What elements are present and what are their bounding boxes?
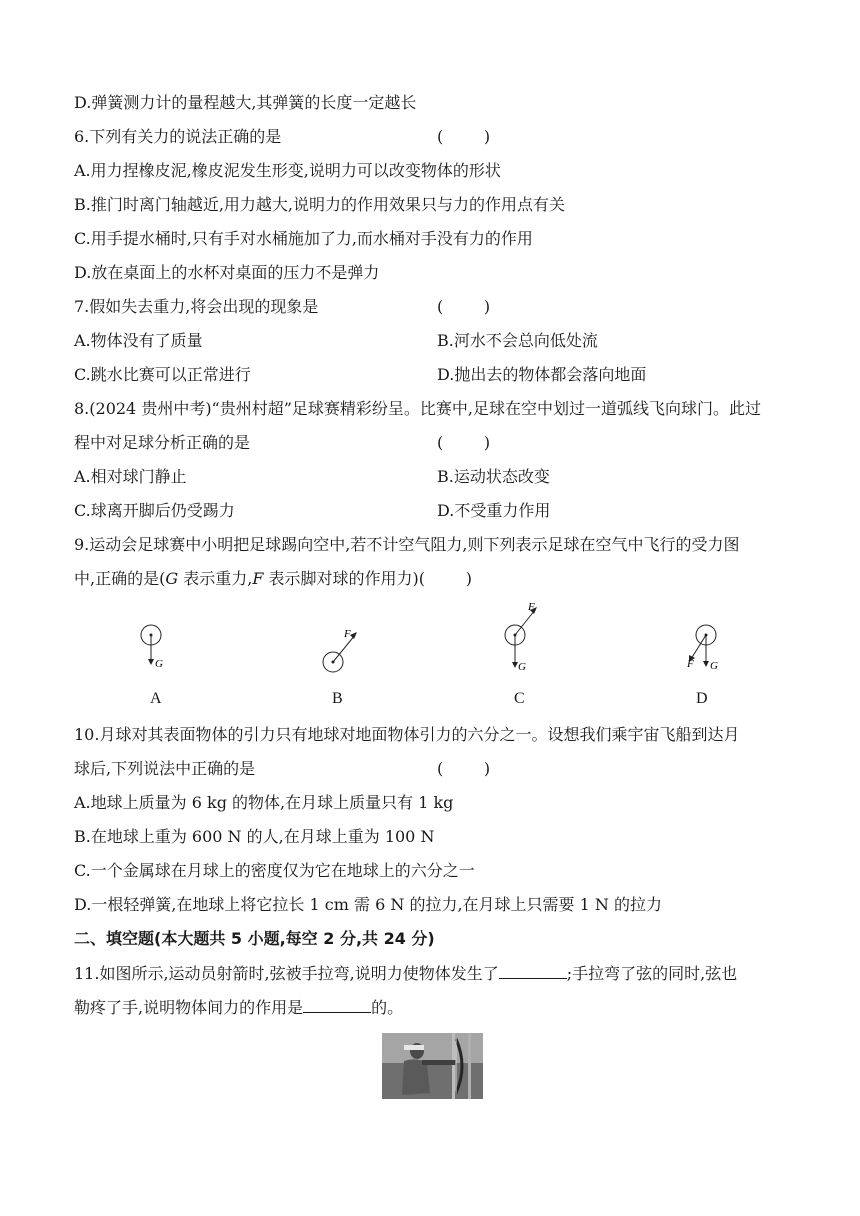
q11-text-4: 的。 xyxy=(371,998,404,1017)
q8-stem-line1: 8.(2024 贵州中考)“贵州村超”足球赛精彩纷呈。比赛中,足球在空中划过一道弧线飞向球门。此过 xyxy=(74,399,762,418)
figure-d-g-label: G xyxy=(710,660,718,672)
q11-line2 xyxy=(74,996,403,1019)
q9-symbol-f: F xyxy=(252,569,264,588)
section-heading-fill-in: 二、填空题(本大题共 5 小题,每空 2 分,共 24 分) xyxy=(74,929,435,948)
q10-stem-line1: 10.月球对其表面物体的引力只有地球对地面物体引力的六分之一。设想我们乘宇宙飞船到达月 xyxy=(74,725,740,744)
q10-option-b: B.在地球上重为 600 N 的人,在月球上重为 100 N xyxy=(74,827,435,846)
q6-option-b: B.推门时离门轴越近,用力越大,说明力的作用效果只与力的作用点有关 xyxy=(74,195,566,214)
q7-stem: 7.假如失去重力,将会出现的现象是 xyxy=(74,297,319,316)
q9-figure-d xyxy=(676,615,736,675)
q6-option-a: A.用力捏橡皮泥,橡皮泥发生形变,说明力可以改变物体的形状 xyxy=(74,161,501,180)
q10-answer-paren: ( ) xyxy=(437,759,491,778)
q9-stem-text-c: 表示脚对球的作用力) xyxy=(263,569,419,588)
figure-c-g-label: G xyxy=(518,661,526,673)
q9-answer-paren: ( ) xyxy=(418,569,472,588)
q11-blank-1[interactable] xyxy=(499,962,567,979)
q10-stem-line2: 球后,下列说法中正确的是 xyxy=(74,759,256,778)
q11-line1 xyxy=(74,962,737,985)
q8-option-d: D.不受重力作用 xyxy=(437,501,551,520)
q10-option-a: A.地球上质量为 6 kg 的物体,在月球上质量只有 1 kg xyxy=(74,793,454,812)
q6-option-d: D.放在桌面上的水杯对桌面的压力不是弹力 xyxy=(74,263,380,282)
q6-answer-paren: ( ) xyxy=(437,127,491,146)
figure-label-b: B xyxy=(332,690,343,707)
q8-answer-paren: ( ) xyxy=(437,433,491,452)
q7-answer-paren: ( ) xyxy=(437,297,491,316)
q9-figure-b xyxy=(312,622,372,682)
q9-symbol-g: G xyxy=(165,569,179,588)
q9-figure-a xyxy=(130,615,180,675)
archer-photo xyxy=(382,1033,483,1099)
q7-option-d: D.抛出去的物体都会落向地面 xyxy=(437,365,647,384)
figure-label-c: C xyxy=(514,690,525,707)
q8-option-a: A.相对球门静止 xyxy=(74,467,187,486)
q8-option-c: C.球离开脚后仍受踢力 xyxy=(74,501,235,520)
q9-stem-text-a: 中,正确的是( xyxy=(74,569,166,588)
q8-option-b: B.运动状态改变 xyxy=(437,467,550,486)
q9-stem-line2 xyxy=(74,568,472,590)
q9-stem-text-b: 表示重力, xyxy=(178,569,253,588)
q7-option-c: C.跳水比赛可以正常进行 xyxy=(74,365,251,384)
q6-stem: 6.下列有关力的说法正确的是 xyxy=(74,127,282,146)
q9-stem-line1: 9.运动会足球赛中小明把足球踢向空中,若不计空气阻力,则下列表示足球在空气中飞行的受力图 xyxy=(74,535,740,554)
figure-label-a: A xyxy=(150,690,162,707)
q10-option-d: D.一根轻弹簧,在地球上将它拉长 1 cm 需 6 N 的拉力,在月球上只需要 1 N 的拉力 xyxy=(74,895,662,914)
q7-option-a: A.物体没有了质量 xyxy=(74,331,203,350)
figure-d-f-label: F xyxy=(687,658,694,670)
q11-text-2: ;手拉弯了弦的同时,弦也 xyxy=(566,964,738,983)
figure-label-d: D xyxy=(696,690,708,707)
q11-text-1: 11.如图所示,运动员射箭时,弦被手拉弯,说明力使物体发生了 xyxy=(74,964,499,983)
q7-option-b: B.河水不会总向低处流 xyxy=(437,331,598,350)
figure-c-f-label: F xyxy=(528,601,535,613)
figure-a-g-label: G xyxy=(155,658,163,670)
q5-option-d: D.弹簧测力计的量程越大,其弹簧的长度一定越长 xyxy=(74,93,417,112)
figure-b-f-label: F xyxy=(344,628,351,640)
q11-blank-2[interactable] xyxy=(303,996,371,1013)
q10-option-c: C.一个金属球在月球上的密度仅为它在地球上的六分之一 xyxy=(74,861,475,880)
q11-text-3: 勒疼了手,说明物体间力的作用是 xyxy=(74,998,304,1017)
q9-figure-c xyxy=(494,600,554,680)
q6-option-c: C.用手提水桶时,只有手对水桶施加了力,而水桶对手没有力的作用 xyxy=(74,229,533,248)
q8-stem-line2: 程中对足球分析正确的是 xyxy=(74,433,251,452)
